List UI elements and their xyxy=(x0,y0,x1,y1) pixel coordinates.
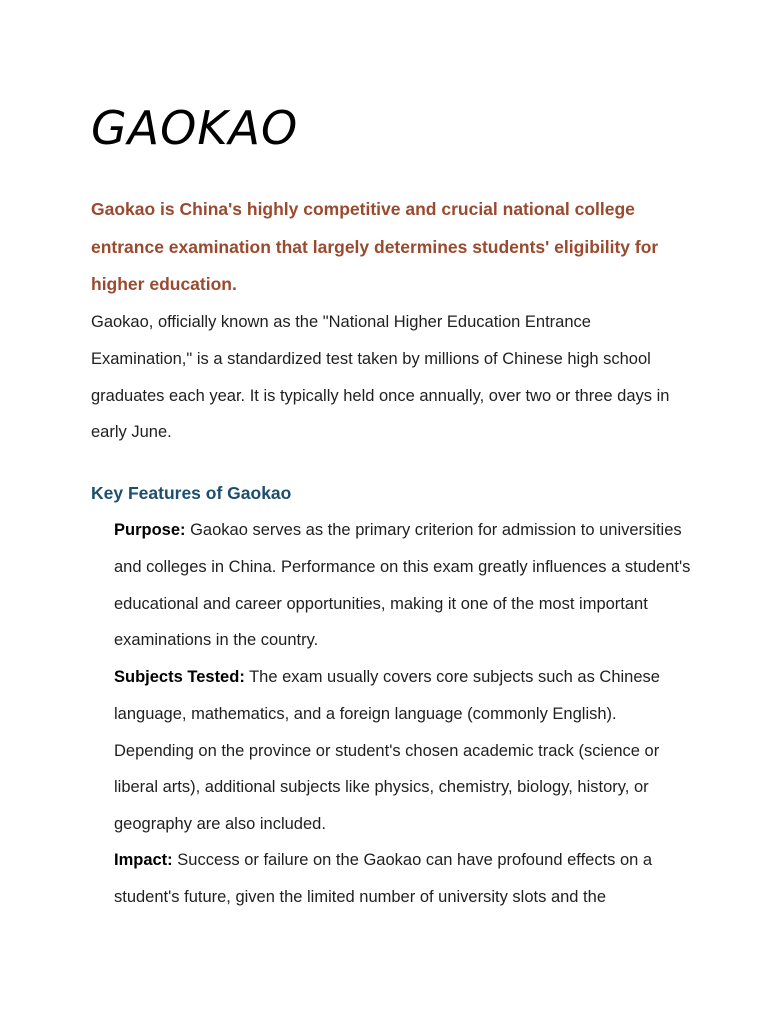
document-title: GAOKAO xyxy=(91,101,299,155)
feature-text: Success or failure on the Gaokao can have profound effects on a student's future, given the limited number of university slots and the xyxy=(114,851,653,906)
feature-text: Gaokao serves as the primary criterion for admission to universities and colleges in China. Performance on this exam greatly influences a student's educational and career opportunities, making it one of the most important examinations in the country. xyxy=(114,521,691,650)
feature-text: The exam usually covers core subjects such as Chinese language, mathematics, and a foreign language (commonly English). Depending on the province or student's chosen academic track (science or liberal arts), additional subjects like physics, chemistry, biology, history, or geography are also included. xyxy=(114,668,660,834)
section-heading: Key Features of Gaokao xyxy=(91,483,292,503)
feature-term: Subjects Tested: xyxy=(114,668,245,686)
feature-subjects-tested xyxy=(114,659,694,843)
feature-term: Purpose: xyxy=(114,521,186,539)
intro-paragraph: Gaokao, officially known as the "National Higher Education Entrance Examination," is a standardized test taken by millions of Chinese high school graduates each year. It is typically held once annually, over two or three days in early June. xyxy=(91,313,670,442)
feature-impact xyxy=(114,842,694,916)
feature-term: Impact: xyxy=(114,851,173,869)
feature-purpose xyxy=(114,512,694,659)
lead-paragraph: Gaokao is China's highly competitive and crucial national college entrance examination that largely determines students' eligibility for higher education. xyxy=(91,199,659,294)
